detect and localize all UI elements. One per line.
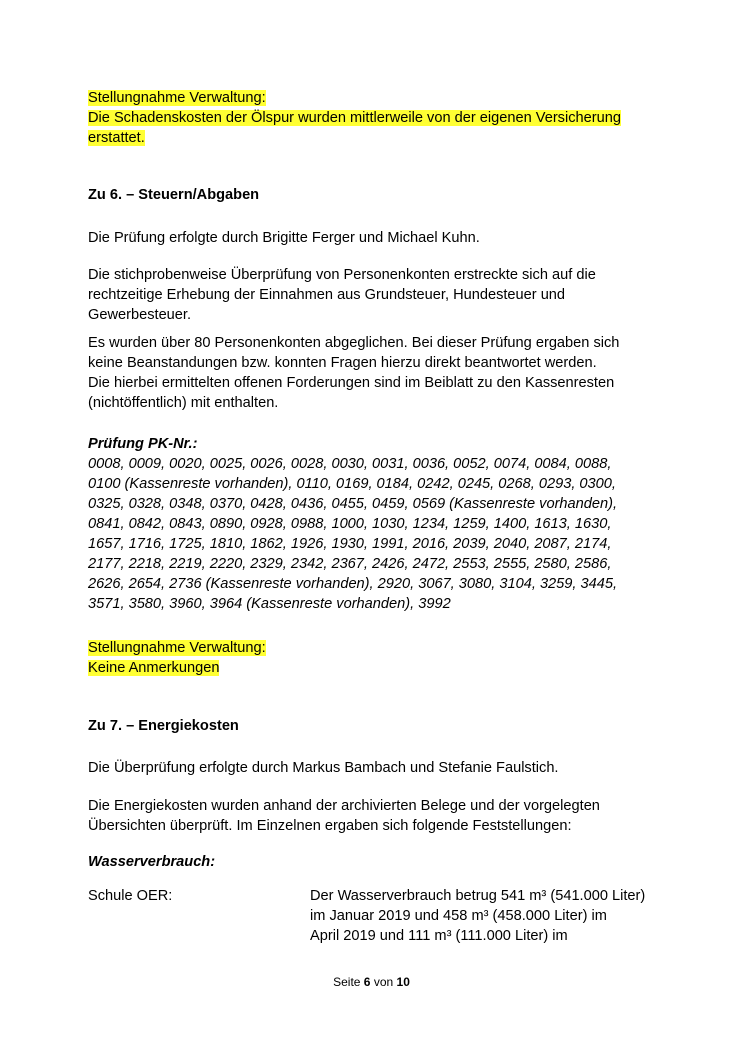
statement-block-1: [88, 88, 668, 148]
paragraph: Die Überprüfung erfolgte durch Markus Bambach und Stefanie Faulstich.: [88, 760, 559, 776]
footer-total-pages: 10: [396, 975, 410, 989]
row-value: Der Wasserverbrauch betrug 541 m³ (541.000 Liter) im Januar 2019 und 458 m³ (458.000 Liter) im April 2019 und 111 m³ (111.000 Liter) im: [310, 888, 646, 944]
statement-block-2: [88, 638, 668, 678]
statement-title: Stellungnahme Verwaltung:: [88, 90, 266, 106]
footer-middle: von: [373, 975, 394, 989]
page-footer: [0, 972, 743, 992]
section-heading-7: Zu 7. – Energiekosten: [88, 718, 239, 734]
statement-line: erstattet.: [88, 130, 145, 146]
section-heading-6: Zu 6. – Steuern/Abgaben: [88, 187, 260, 203]
statement-title: Stellungnahme Verwaltung:: [88, 640, 266, 656]
sub-heading: Wasserverbrauch:: [88, 854, 216, 870]
pk-number-list: 0008, 0009, 0020, 0025, 0026, 0028, 0030, 0031, 0036, 0052, 0074, 0084, 0088, 0100 (Kassenreste vorhanden), 0110, 0169, 0184, 0242, 0245, 0268, 0293, 0300, 0325, 0328, 0348, 0370, 0428, 0436, 0455, 0459, 0569 (Kassenreste vorhanden), 0841, 0842, 0843, 0890, 0928, 0988, 1000, 1030, 1234, 1259, 1400, 1613, 1630, 1657, 1716, 1725, 1810, 1862, 1926, 1930, 1991, 2016, 2039, 2040, 2087, 2174, 2177, 2218, 2219, 2220, 2329, 2342, 2367, 2426, 2472, 2553, 2555, 2580, 2586, 2626, 2654, 2736 (Kassenreste vorhanden), 2920, 3067, 3080, 3104, 3259, 3445, 3571, 3580, 3960, 3964 (Kassenreste vorhanden), 3992: [88, 456, 618, 612]
footer-page-number: 6: [363, 975, 371, 989]
statement-line: Die Schadenskosten der Ölspur wurden mittlerweile von der eigenen Versicherung: [88, 110, 621, 126]
row-label: Schule OER:: [88, 888, 173, 904]
footer-prefix: Seite: [333, 975, 361, 989]
paragraph: Die Energiekosten wurden anhand der archivierten Belege und der vorgelegten Übersichten überprüft. Im Einzelnen ergaben sich folgende Feststellungen:: [88, 798, 600, 834]
paragraph: Die stichprobenweise Überprüfung von Personenkonten erstreckte sich auf die rechtzeitige Erhebung der Einnahmen aus Grundsteuer, Hundesteuer und Gewerbesteuer.: [88, 267, 596, 323]
paragraph: Es wurden über 80 Personenkonten abgeglichen. Bei dieser Prüfung ergaben sich keine Beanstandungen bzw. konnten Fragen hierzu direkt beantwortet werden. Die hierbei ermittelten offenen Forderungen sind im Beiblatt zu den Kassenresten (nichtöffentlich) mit enthalten.: [88, 335, 620, 411]
statement-line: Keine Anmerkungen: [88, 660, 220, 676]
paragraph: Die Prüfung erfolgte durch Brigitte Ferger und Michael Kuhn.: [88, 230, 480, 246]
pk-heading: Prüfung PK-Nr.:: [88, 436, 198, 452]
